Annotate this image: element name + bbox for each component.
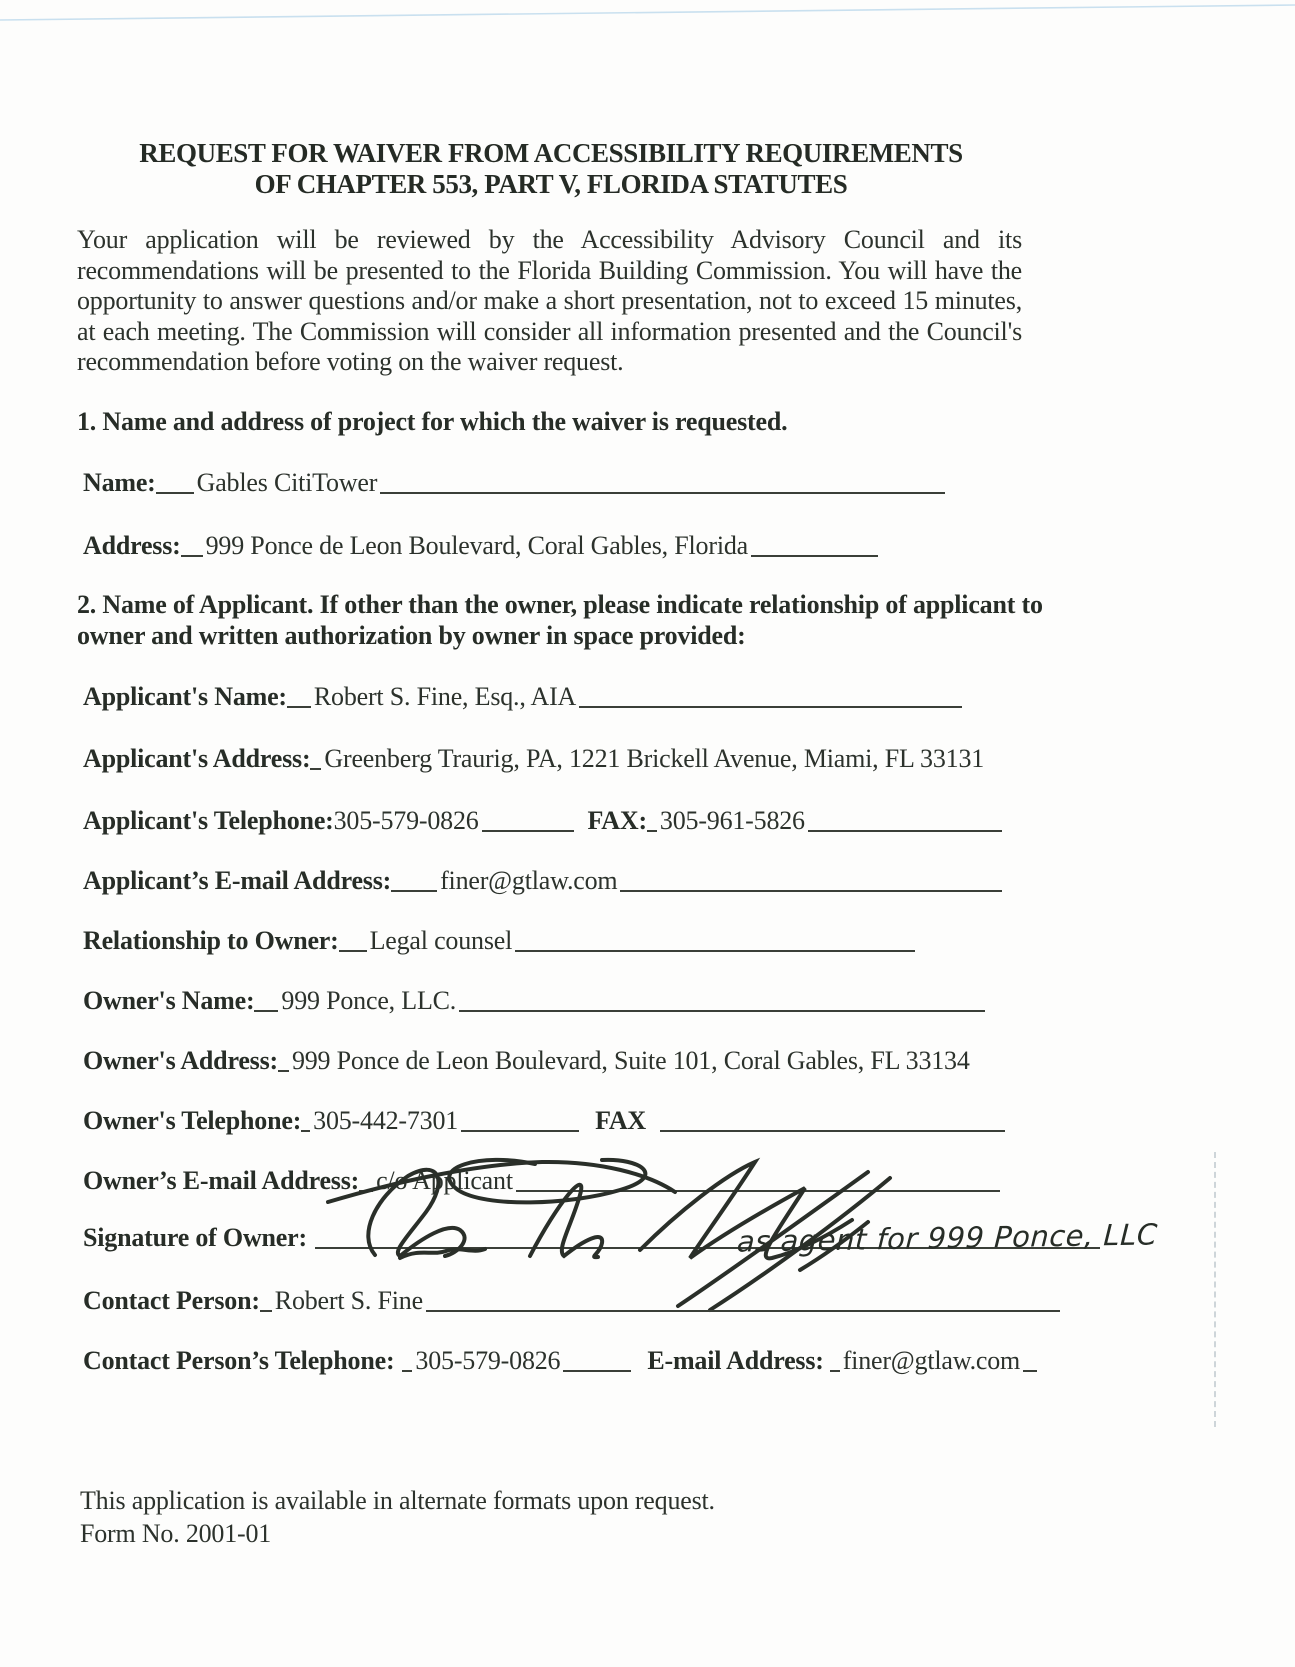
blank-underscore <box>310 768 321 770</box>
owner-email-label: Owner’s E-mail Address: <box>83 1166 360 1195</box>
blank-underscore <box>402 1370 412 1372</box>
blank-underscore <box>278 1070 289 1072</box>
blank-underscore <box>254 1010 278 1012</box>
field-applicant-telephone <box>83 806 1002 836</box>
blank-underscore <box>181 555 203 557</box>
fill-in-line <box>380 492 945 494</box>
blank-underscore <box>287 706 311 708</box>
contact-person-value: Robert S. Fine <box>274 1286 423 1315</box>
project-name-label: Name: <box>83 468 156 497</box>
fill-in-line <box>426 1310 1060 1312</box>
project-name-value: Gables CitiTower <box>196 468 378 497</box>
owner-name-value: 999 Ponce, LLC. <box>281 986 457 1015</box>
fill-in-line <box>620 890 1002 892</box>
field-applicant-address <box>83 744 987 774</box>
contact-telephone-value: 305-579-0826 <box>415 1346 561 1375</box>
fill-in-line <box>515 950 915 952</box>
applicant-email-value: finer@gtlaw.com <box>440 866 618 895</box>
owner-email-value: c/o Applicant <box>376 1166 513 1195</box>
footer-form-number: Form No. 2001-01 <box>80 1519 272 1548</box>
field-owner-telephone <box>83 1106 1005 1136</box>
fill-in-line <box>459 1010 985 1012</box>
applicant-fax-value: 305-961-5826 <box>659 806 805 835</box>
field-applicant-email <box>83 866 1002 896</box>
owner-telephone-value: 305-442-7301 <box>313 1106 459 1135</box>
form-title-line1: REQUEST FOR WAIVER FROM ACCESSIBILITY REQUIREMENTS <box>139 138 963 168</box>
owner-address-value: 999 Ponce de Leon Boulevard, Suite 101, Coral Gables, FL 33134 <box>291 1046 970 1075</box>
contact-telephone-label: Contact Person’s Telephone: <box>83 1346 395 1375</box>
project-address-value: 999 Ponce de Leon Boulevard, Coral Gables, Florida <box>205 531 748 560</box>
section2-heading: 2. Name of Applicant. If other than the owner, please indicate relationship of applicant to owner and written authorization by owner in space provided: <box>77 590 1043 650</box>
scan-edge-artifact <box>0 0 1295 30</box>
applicant-fax-label: FAX: <box>587 806 647 835</box>
fill-in-line <box>751 555 878 557</box>
fill-in-line <box>579 706 962 708</box>
blank-underscore <box>647 830 657 832</box>
blank-underscore <box>260 1310 272 1312</box>
footer-block <box>80 1484 715 1550</box>
applicant-name-value: Robert S. Fine, Esq., AIA <box>313 682 577 711</box>
contact-email-label: E-mail Address: <box>647 1346 824 1375</box>
field-project-name <box>83 468 945 498</box>
applicant-name-label: Applicant's Name: <box>83 682 287 711</box>
field-contact-person <box>83 1286 1060 1316</box>
contact-person-label: Contact Person: <box>83 1286 260 1315</box>
fill-in-line <box>660 1130 1005 1132</box>
applicant-address-label: Applicant's Address: <box>83 744 311 773</box>
form-title-line2: OF CHAPTER 553, PART V, FLORIDA STATUTES <box>254 169 848 199</box>
owner-name-label: Owner's Name: <box>83 986 255 1015</box>
blank-underscore <box>339 950 367 952</box>
owner-address-label: Owner's Address: <box>83 1046 278 1075</box>
relationship-label: Relationship to Owner: <box>83 926 339 955</box>
blank-underscore <box>391 890 437 892</box>
field-owner-address <box>83 1046 973 1076</box>
applicant-address-value: Greenberg Traurig, PA, 1221 Brickell Avenue, Miami, FL 33131 <box>324 744 985 773</box>
fill-in-line <box>482 830 574 832</box>
blank-underscore <box>1023 1370 1037 1372</box>
fill-in-line <box>461 1130 579 1132</box>
fill-in-line <box>808 830 1002 832</box>
project-address-label: Address: <box>83 531 181 560</box>
applicant-telephone-label: Applicant's Telephone: <box>83 806 334 835</box>
contact-email-value: finer@gtlaw.com <box>842 1346 1021 1375</box>
blank-underscore <box>301 1130 310 1132</box>
form-title <box>77 138 1025 200</box>
signature-label: Signature of Owner: <box>83 1223 307 1252</box>
field-applicant-name <box>83 682 962 712</box>
owner-fax-label: FAX <box>595 1106 646 1135</box>
intro-paragraph: Your application will be reviewed by the Accessibility Advisory Council and its recommendations will be presented to the Florida Building Commission. You will have the opportunity to answer questions and/or make a short presentation, not to exceed 15 minutes, at each meeting. The Commission will consider all information presented and the Council's recommendation before voting on the waiver request. <box>77 225 1022 376</box>
field-project-address <box>83 531 878 561</box>
blank-underscore <box>156 492 194 494</box>
owner-telephone-label: Owner's Telephone: <box>83 1106 302 1135</box>
relationship-value: Legal counsel <box>369 926 513 955</box>
footer-alternate-formats: This application is available in alternate formats upon request. <box>80 1486 715 1515</box>
fill-in-line <box>563 1370 631 1372</box>
field-owner-name <box>83 986 985 1016</box>
signature-handwritten-note: as agent for 999 Ponce, LLC <box>736 1217 1159 1259</box>
field-relationship-to-owner <box>83 926 915 956</box>
scan-dotted-line-artifact <box>1214 1152 1216 1427</box>
applicant-telephone-value: 305-579-0826 <box>333 806 479 835</box>
applicant-email-label: Applicant’s E-mail Address: <box>83 866 392 895</box>
blank-underscore <box>830 1370 840 1372</box>
field-contact-telephone-email <box>83 1346 1037 1376</box>
section1-heading: 1. Name and address of project for which the waiver is requested. <box>77 407 788 436</box>
